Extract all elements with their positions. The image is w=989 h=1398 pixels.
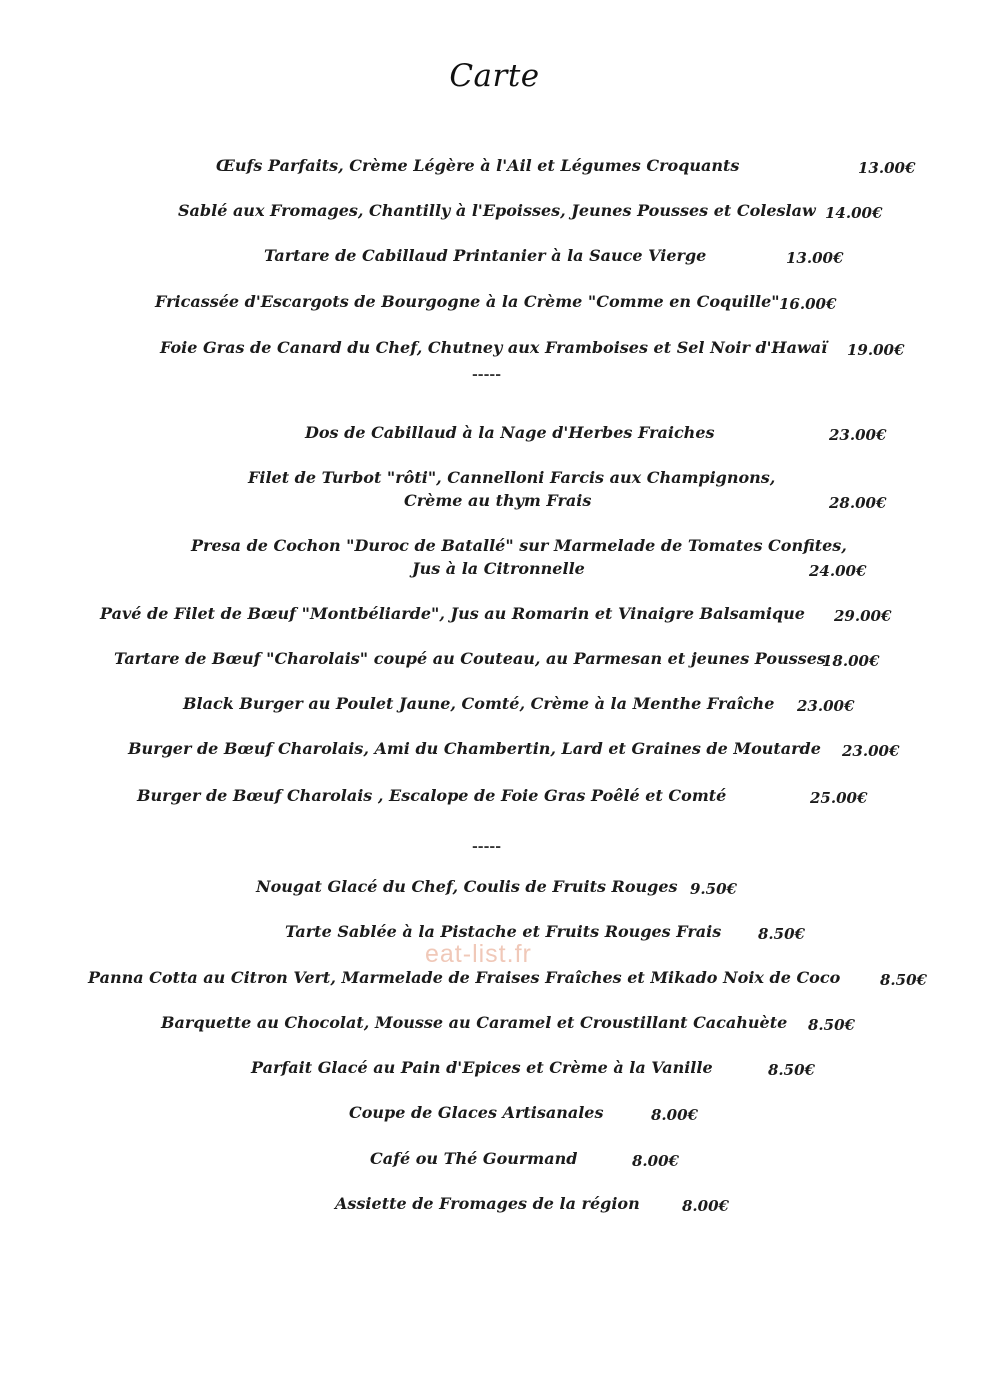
main-item-price: 23.00€: [842, 742, 900, 760]
main-item-price: 24.00€: [809, 562, 867, 580]
dessert-item-name: Coupe de Glaces Artisanales: [349, 1103, 604, 1122]
dessert-item-name: Panna Cotta au Citron Vert, Marmelade de Fraises Fraîches et Mikado Noix de Coco: [88, 968, 841, 987]
main-item-name: Dos de Cabillaud à la Nage d'Herbes Fraiches: [305, 423, 715, 442]
main-item-price: 23.00€: [829, 426, 887, 444]
main-item-price: 29.00€: [834, 607, 892, 625]
dessert-item-price: 8.50€: [808, 1016, 855, 1034]
main-item-name: Black Burger au Poulet Jaune, Comté, Crème à la Menthe Fraîche: [183, 694, 775, 713]
dessert-item-name: Tarte Sablée à la Pistache et Fruits Rouges Frais: [285, 922, 722, 941]
main-item-name: Presa de Cochon "Duroc de Batallé" sur Marmelade de Tomates Confites,: [191, 536, 847, 555]
section-divider: -----: [472, 367, 502, 383]
dessert-item-name: Café ou Thé Gourmand: [370, 1149, 578, 1168]
main-item-name-continued: Jus à la Citronnelle: [412, 559, 585, 578]
dessert-item-price: 8.00€: [632, 1152, 679, 1170]
main-item-name: Tartare de Bœuf "Charolais" coupé au Couteau, au Parmesan et jeunes Pousses: [114, 649, 826, 668]
dessert-item-price: 9.50€: [690, 880, 737, 898]
main-item-name: Pavé de Filet de Bœuf "Montbéliarde", Jus au Romarin et Vinaigre Balsamique: [100, 604, 805, 623]
main-item-name-continued: Crème au thym Frais: [404, 491, 592, 510]
dessert-item-name: Parfait Glacé au Pain d'Epices et Crème à la Vanille: [251, 1058, 713, 1077]
starter-item-name: Tartare de Cabillaud Printanier à la Sauce Vierge: [264, 246, 707, 265]
menu-title: Carte: [449, 58, 540, 94]
dessert-item-price: 8.50€: [758, 925, 805, 943]
starter-item-price: 14.00€: [825, 204, 883, 222]
main-item-price: 28.00€: [829, 494, 887, 512]
dessert-item-name: Assiette de Fromages de la région: [335, 1194, 640, 1213]
watermark-text: eat-list.fr: [425, 940, 532, 968]
main-item-price: 18.00€: [822, 652, 880, 670]
starter-item-name: Foie Gras de Canard du Chef, Chutney aux Framboises et Sel Noir d'Hawaï: [160, 338, 828, 357]
dessert-item-price: 8.50€: [880, 971, 927, 989]
starter-item-price: 19.00€: [847, 341, 905, 359]
dessert-item-name: Nougat Glacé du Chef, Coulis de Fruits Rouges: [256, 877, 678, 896]
section-divider: -----: [472, 839, 502, 855]
dessert-item-price: 8.00€: [682, 1197, 729, 1215]
dessert-item-price: 8.00€: [651, 1106, 698, 1124]
starter-item-name: Œufs Parfaits, Crème Légère à l'Ail et Légumes Croquants: [216, 156, 740, 175]
main-item-name: Burger de Bœuf Charolais, Ami du Chambertin, Lard et Graines de Moutarde: [128, 739, 821, 758]
starter-item-name: Sablé aux Fromages, Chantilly à l'Epoisses, Jeunes Pousses et Coleslaw: [178, 201, 816, 220]
starter-item-price: 13.00€: [786, 249, 844, 267]
main-item-name: Filet de Turbot "rôti", Cannelloni Farcis aux Champignons,: [248, 468, 776, 487]
starter-item-price: 16.00€: [779, 295, 837, 313]
starter-item-price: 13.00€: [858, 159, 916, 177]
main-item-price: 25.00€: [810, 789, 868, 807]
dessert-item-name: Barquette au Chocolat, Mousse au Caramel et Croustillant Cacahuète: [161, 1013, 788, 1032]
dessert-item-price: 8.50€: [768, 1061, 815, 1079]
main-item-price: 23.00€: [797, 697, 855, 715]
main-item-name: Burger de Bœuf Charolais , Escalope de Foie Gras Poêlé et Comté: [137, 786, 727, 805]
starter-item-name: Fricassée d'Escargots de Bourgogne à la Crème "Comme en Coquille": [155, 292, 780, 311]
